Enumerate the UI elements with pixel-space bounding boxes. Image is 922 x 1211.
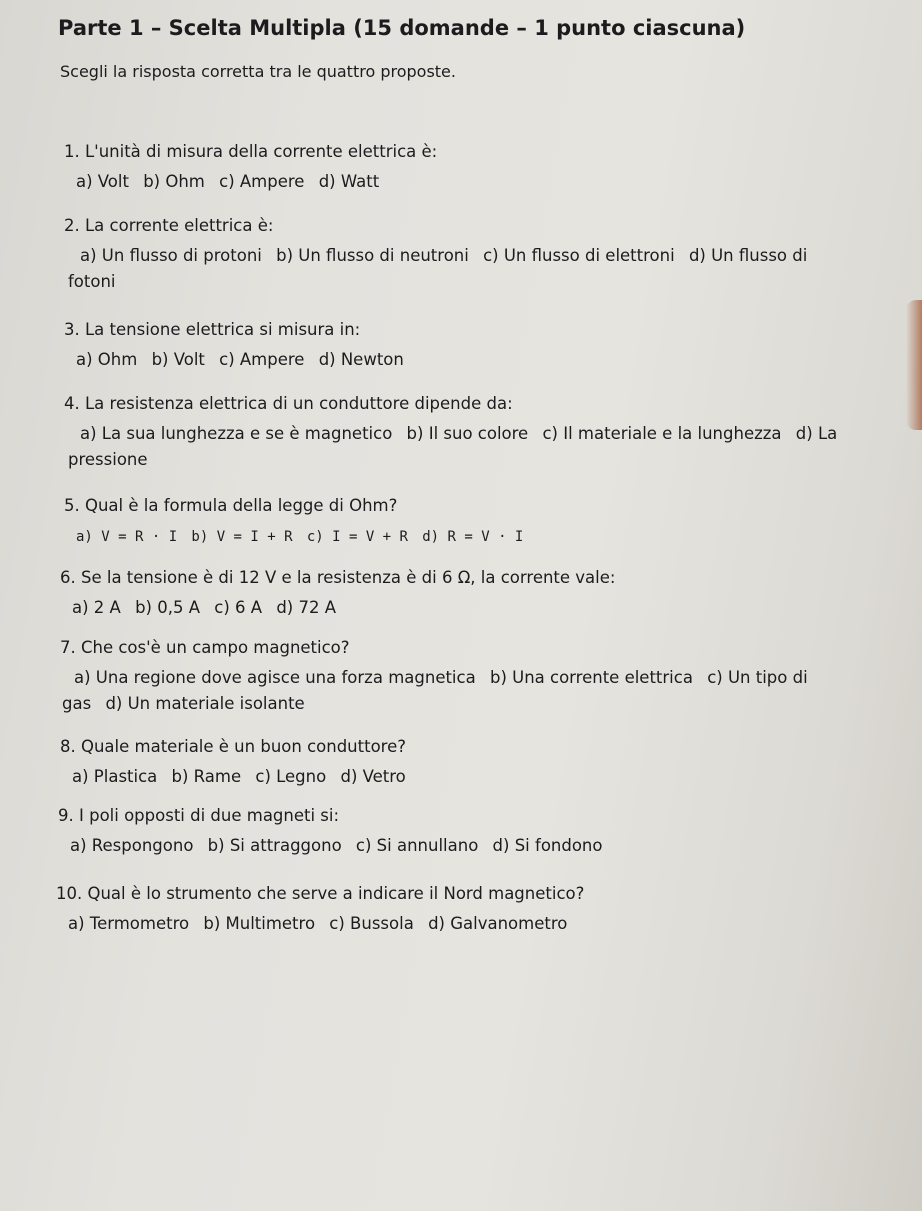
option-b[interactable]: b) Multimetro xyxy=(203,914,316,933)
option-a[interactable]: a) Termometro xyxy=(68,914,190,933)
option-b[interactable]: b) Rame xyxy=(171,767,242,786)
answer-options xyxy=(56,911,856,937)
option-c[interactable]: c) Ampere xyxy=(219,172,305,191)
option-b[interactable]: b) Una corrente elettrica xyxy=(489,668,693,687)
option-d[interactable]: d) La pressione xyxy=(68,424,838,469)
option-c[interactable]: c) Legno xyxy=(255,767,327,786)
answer-options xyxy=(60,764,860,790)
question-6 xyxy=(60,566,860,621)
question-text: 1. L'unità di misura della corrente elettrica è: xyxy=(64,142,438,161)
option-d[interactable]: d) 72 A xyxy=(276,598,336,617)
option-c[interactable]: c) Ampere xyxy=(219,350,305,369)
question-text: 10. Qual è lo strumento che serve a indicare il Nord magnetico? xyxy=(56,884,585,903)
option-c[interactable]: c) Bussola xyxy=(329,914,414,933)
finger-shadow xyxy=(906,300,922,430)
question-5 xyxy=(64,494,864,550)
option-c[interactable]: c) Il materiale e la lunghezza xyxy=(542,424,782,443)
answer-options xyxy=(64,169,864,195)
question-4 xyxy=(64,392,864,473)
option-d[interactable]: d) Newton xyxy=(318,350,404,369)
option-d[interactable]: d) Un flusso di fotoni xyxy=(68,246,808,291)
option-a[interactable]: a) Ohm xyxy=(76,350,138,369)
question-10 xyxy=(56,882,856,937)
option-b[interactable]: b) Volt xyxy=(151,350,205,369)
option-d[interactable]: d) Watt xyxy=(318,172,380,191)
option-b[interactable]: b) 0,5 A xyxy=(135,598,201,617)
option-d[interactable]: d) Galvanometro xyxy=(428,914,568,933)
question-2 xyxy=(64,214,854,295)
option-d[interactable]: d) Un materiale isolante xyxy=(105,694,305,713)
option-a[interactable]: a) V = R · I xyxy=(76,529,178,545)
question-text: 6. Se la tensione è di 12 V e la resistenza è di 6 Ω, la corrente vale: xyxy=(60,568,616,587)
question-text: 7. Che cos'è un campo magnetico? xyxy=(60,638,350,657)
page-title: Parte 1 – Scelta Multipla (15 domande – 1 punto ciascuna) xyxy=(58,16,746,40)
answer-options xyxy=(64,523,864,550)
answer-options xyxy=(68,243,854,295)
option-c[interactable]: c) 6 A xyxy=(214,598,263,617)
option-a[interactable]: a) 2 A xyxy=(72,598,121,617)
option-a[interactable]: a) Plastica xyxy=(72,767,158,786)
instructions: Scegli la risposta corretta tra le quattro proposte. xyxy=(60,62,456,81)
option-c[interactable]: c) Si annullano xyxy=(355,836,479,855)
option-b[interactable]: b) V = I + R xyxy=(191,529,293,545)
option-d[interactable]: d) Si fondono xyxy=(492,836,603,855)
question-text: 2. La corrente elettrica è: xyxy=(64,216,274,235)
answer-options xyxy=(64,347,864,373)
question-3 xyxy=(64,318,864,373)
option-a[interactable]: a) Volt xyxy=(76,172,129,191)
option-a[interactable]: a) Un flusso di protoni xyxy=(80,246,262,265)
option-a[interactable]: a) La sua lunghezza e se è magnetico xyxy=(80,424,393,443)
question-text: 3. La tensione elettrica si misura in: xyxy=(64,320,361,339)
answer-options xyxy=(68,421,864,473)
option-c[interactable]: c) I = V + R xyxy=(306,529,408,545)
question-7 xyxy=(60,636,835,717)
option-b[interactable]: b) Ohm xyxy=(143,172,205,191)
option-b[interactable]: b) Si attraggono xyxy=(207,836,342,855)
option-b[interactable]: b) Il suo colore xyxy=(406,424,529,443)
question-text: 4. La resistenza elettrica di un conduttore dipende da: xyxy=(64,394,513,413)
option-c[interactable]: c) Un flusso di elettroni xyxy=(483,246,675,265)
option-a[interactable]: a) Respongono xyxy=(70,836,194,855)
question-text: 5. Qual è la formula della legge di Ohm? xyxy=(64,496,398,515)
option-a[interactable]: a) Una regione dove agisce una forza magnetica xyxy=(74,668,476,687)
question-text: 9. I poli opposti di due magneti si: xyxy=(58,806,340,825)
answer-options xyxy=(58,833,858,859)
question-text: 8. Quale materiale è un buon conduttore? xyxy=(60,737,406,756)
question-1 xyxy=(64,140,864,195)
question-9 xyxy=(58,804,858,859)
option-b[interactable]: b) Un flusso di neutroni xyxy=(276,246,469,265)
answer-options xyxy=(60,595,860,621)
option-c[interactable]: c) Un tipo di gas xyxy=(62,668,808,713)
question-8 xyxy=(60,735,860,790)
answer-options xyxy=(62,665,835,717)
option-d[interactable]: d) Vetro xyxy=(340,767,406,786)
option-d[interactable]: d) R = V · I xyxy=(422,529,524,545)
